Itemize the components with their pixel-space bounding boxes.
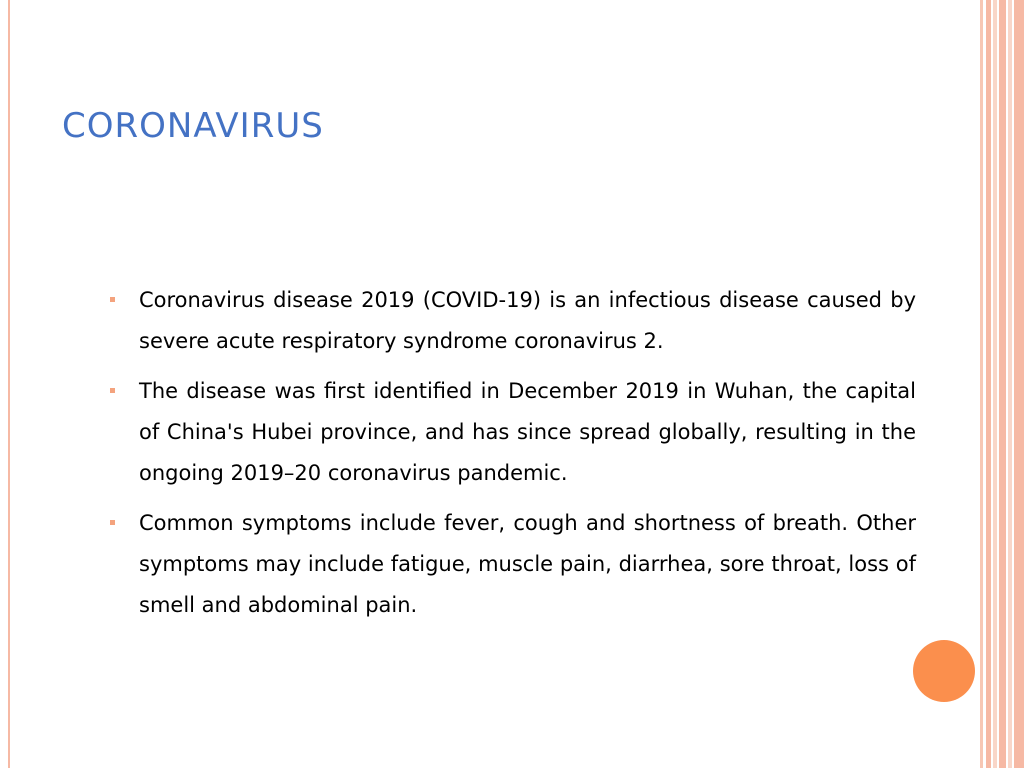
right-border-stripe — [986, 0, 991, 768]
bullet-item — [104, 503, 916, 626]
bullet-list — [104, 280, 916, 635]
right-border-stripe — [1014, 0, 1024, 768]
left-border-line — [8, 0, 10, 768]
bullet-item — [104, 371, 916, 494]
bullet-square-icon — [110, 520, 115, 525]
right-border-stripe — [999, 0, 1006, 768]
bullet-text: Coronavirus disease 2019 (COVID-19) is an infectious disease caused by severe acute respiratory syndrome coronavirus 2. — [139, 288, 916, 353]
right-border-stripe — [1008, 0, 1012, 768]
right-border-stripe — [980, 0, 983, 768]
accent-circle — [913, 640, 975, 702]
right-border-stripe — [993, 0, 997, 768]
bullet-square-icon — [110, 297, 115, 302]
slide-title: CORONAVIRUS — [62, 106, 324, 146]
bullet-text: The disease was first identified in December 2019 in Wuhan, the capital of China's Hubei province, and has since spread globally, resulting in the ongoing 2019–20 coronavirus pandemic. — [139, 379, 916, 485]
bullet-square-icon — [110, 388, 115, 393]
bullet-text: Common symptoms include fever, cough and shortness of breath. Other symptoms may include fatigue, muscle pain, diarrhea, sore throat, loss of smell and abdominal pain. — [139, 511, 916, 617]
bullet-item — [104, 280, 916, 362]
